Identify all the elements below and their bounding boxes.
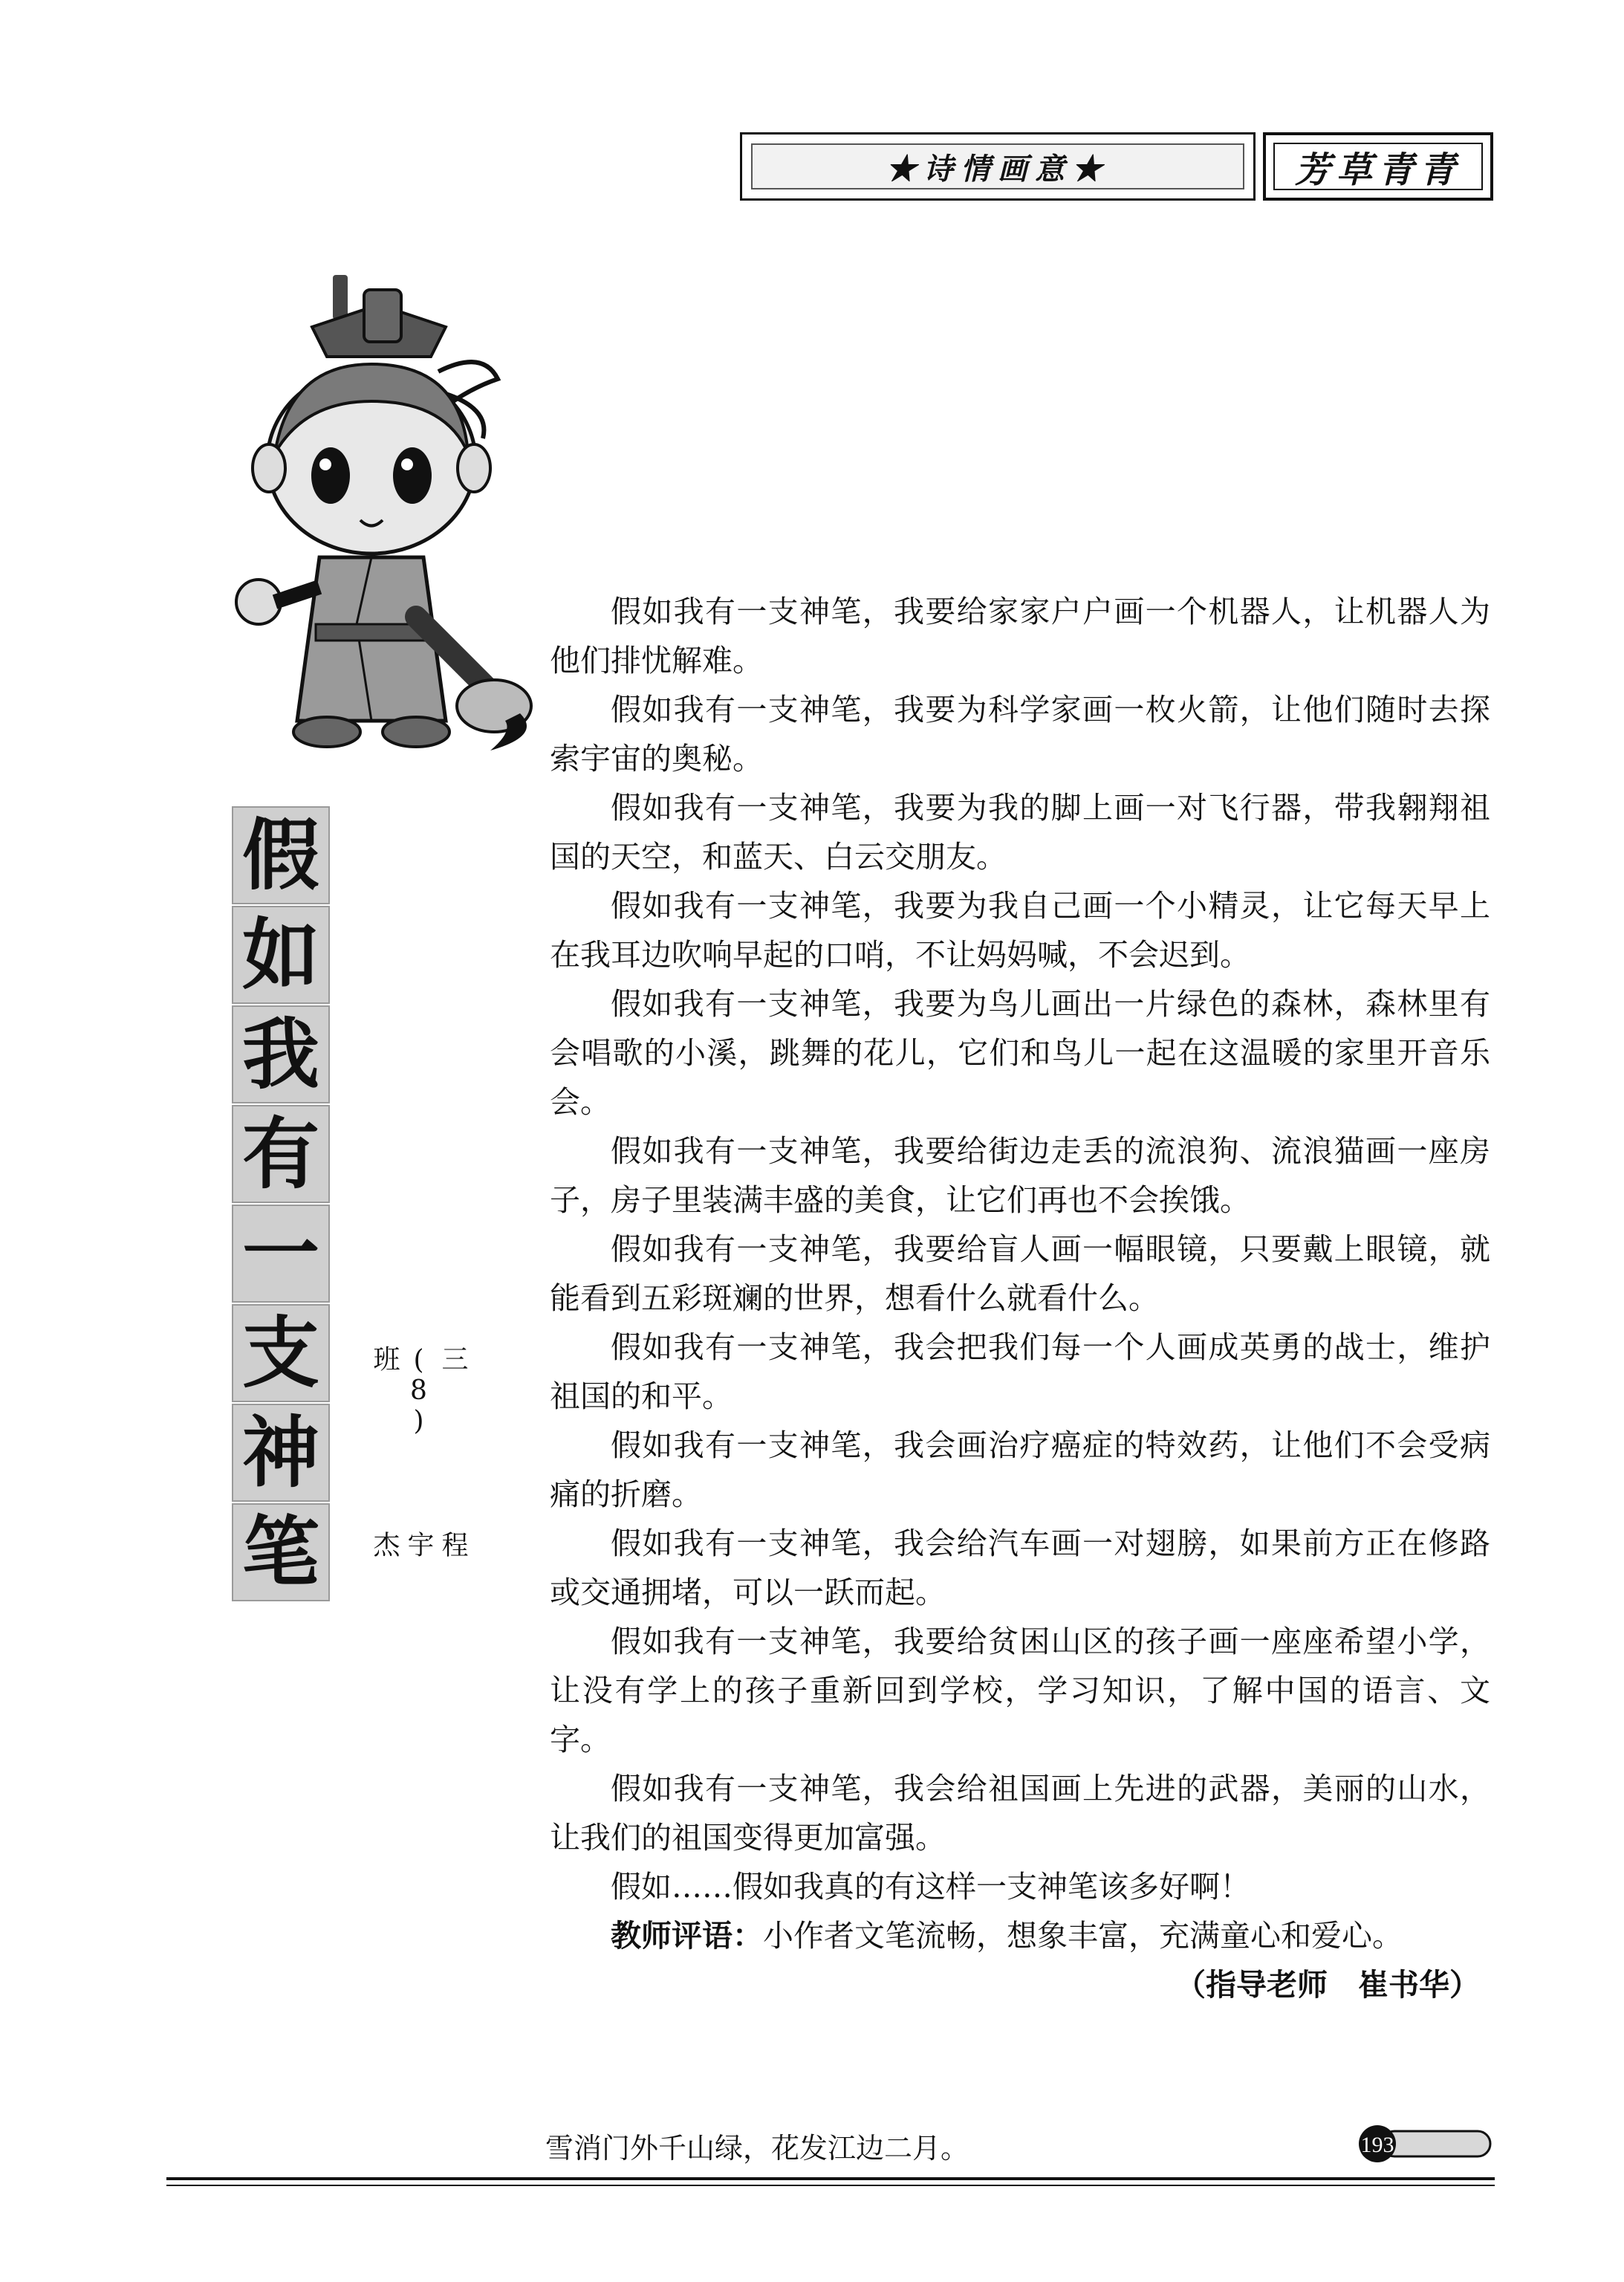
- article-body: [550, 587, 1490, 2009]
- paragraph: 假如我有一支神笔，我要为科学家画一枚火箭，让他们随时去探索宇宙的奥秘。: [550, 692, 1490, 777]
- paragraph: 假如我有一支神笔，我会给汽车画一对翅膀，如果前方正在修路或交通拥堵，可以一跃而起。: [550, 1526, 1490, 1610]
- paragraph: 假如我有一支神笔，我会把我们每一个人画成英勇的战士，维护祖国的和平。: [550, 1329, 1490, 1414]
- header-column-label: 芳草青青: [1273, 143, 1483, 190]
- paragraph: 假如我有一支神笔，我会给祖国画上先进的武器，美丽的山水，让我们的祖国变得更加富强。: [550, 1771, 1490, 1855]
- header-column-box: [1263, 132, 1493, 201]
- header-section-label: ★诗情画意★: [751, 143, 1244, 189]
- paragraph: 假如我有一支神笔，我要为鸟儿画出一片绿色的森林，森林里有会唱歌的小溪，跳舞的花儿，它们和鸟儿一起在这温暖的家里开音乐会。: [550, 986, 1490, 1120]
- paragraph: 假如……假如我真的有这样一支神笔该多好啊！: [611, 1869, 1250, 1905]
- title-char: 有: [232, 1105, 330, 1203]
- paragraph: 假如我有一支神笔，我要给街边走丢的流浪狗、流浪猫画一座房子，房子里装满丰盛的美食，让它们再也不会挨饿。: [550, 1133, 1490, 1218]
- teacher-comment: [550, 1911, 1490, 1960]
- footer-rule: [166, 2185, 1495, 2186]
- byline-author: 程宇杰: [369, 1531, 468, 1557]
- footer-quote: 雪消门外千山绿，花发江边二月。: [545, 2132, 969, 2165]
- title-char: 假: [232, 806, 330, 904]
- title-char: 笔: [232, 1503, 330, 1601]
- paragraph: 假如我有一支神笔，我要给家家户户画一个机器人，让机器人为他们排忧解难。: [550, 594, 1490, 678]
- title-char: 神: [232, 1404, 330, 1502]
- paragraph: 假如我有一支神笔，我要给贫困山区的孩子画一座座希望小学，让没有学上的孩子重新回到学校，学习知识，了解中国的语言、文字。: [550, 1624, 1490, 1757]
- teacher-comment-text: 小作者文笔流畅，想象丰富，充满童心和爱心。: [763, 1918, 1403, 1954]
- page-number: 193: [1360, 2133, 1394, 2157]
- advisor-signature: （指导老师 崔书华）: [1175, 1967, 1480, 2003]
- cartoon-scholar-illustration: [223, 275, 535, 795]
- title-char: 我: [232, 1005, 330, 1103]
- vertical-title: [232, 806, 330, 1603]
- footer-rule: [166, 2177, 1495, 2180]
- paragraph: 假如我有一支神笔，我会画治疗癌症的特效药，让他们不会受病痛的折磨。: [550, 1427, 1490, 1512]
- paragraph: 假如我有一支神笔，我要给盲人画一幅眼镜，只要戴上眼镜，就能看到五彩斑斓的世界，想看什么就看什么。: [550, 1231, 1490, 1316]
- title-char: 支: [232, 1304, 330, 1402]
- paragraph: 假如我有一支神笔，我要为我自己画一个小精灵，让它每天早上在我耳边吹响早起的口哨，不让妈妈喊，不会迟到。: [550, 888, 1490, 973]
- paragraph: 假如我有一支神笔，我要为我的脚上画一对飞行器，带我翱翔祖国的天空，和蓝天、白云交朋友。: [550, 790, 1490, 875]
- byline-class: 三(8)班: [369, 1345, 468, 1436]
- page-number-tab: [1352, 2124, 1493, 2164]
- teacher-comment-label: 教师评语：: [611, 1918, 763, 1954]
- title-char: 如: [232, 906, 330, 1004]
- header-section-box: [740, 132, 1256, 201]
- title-char: 一: [232, 1205, 330, 1303]
